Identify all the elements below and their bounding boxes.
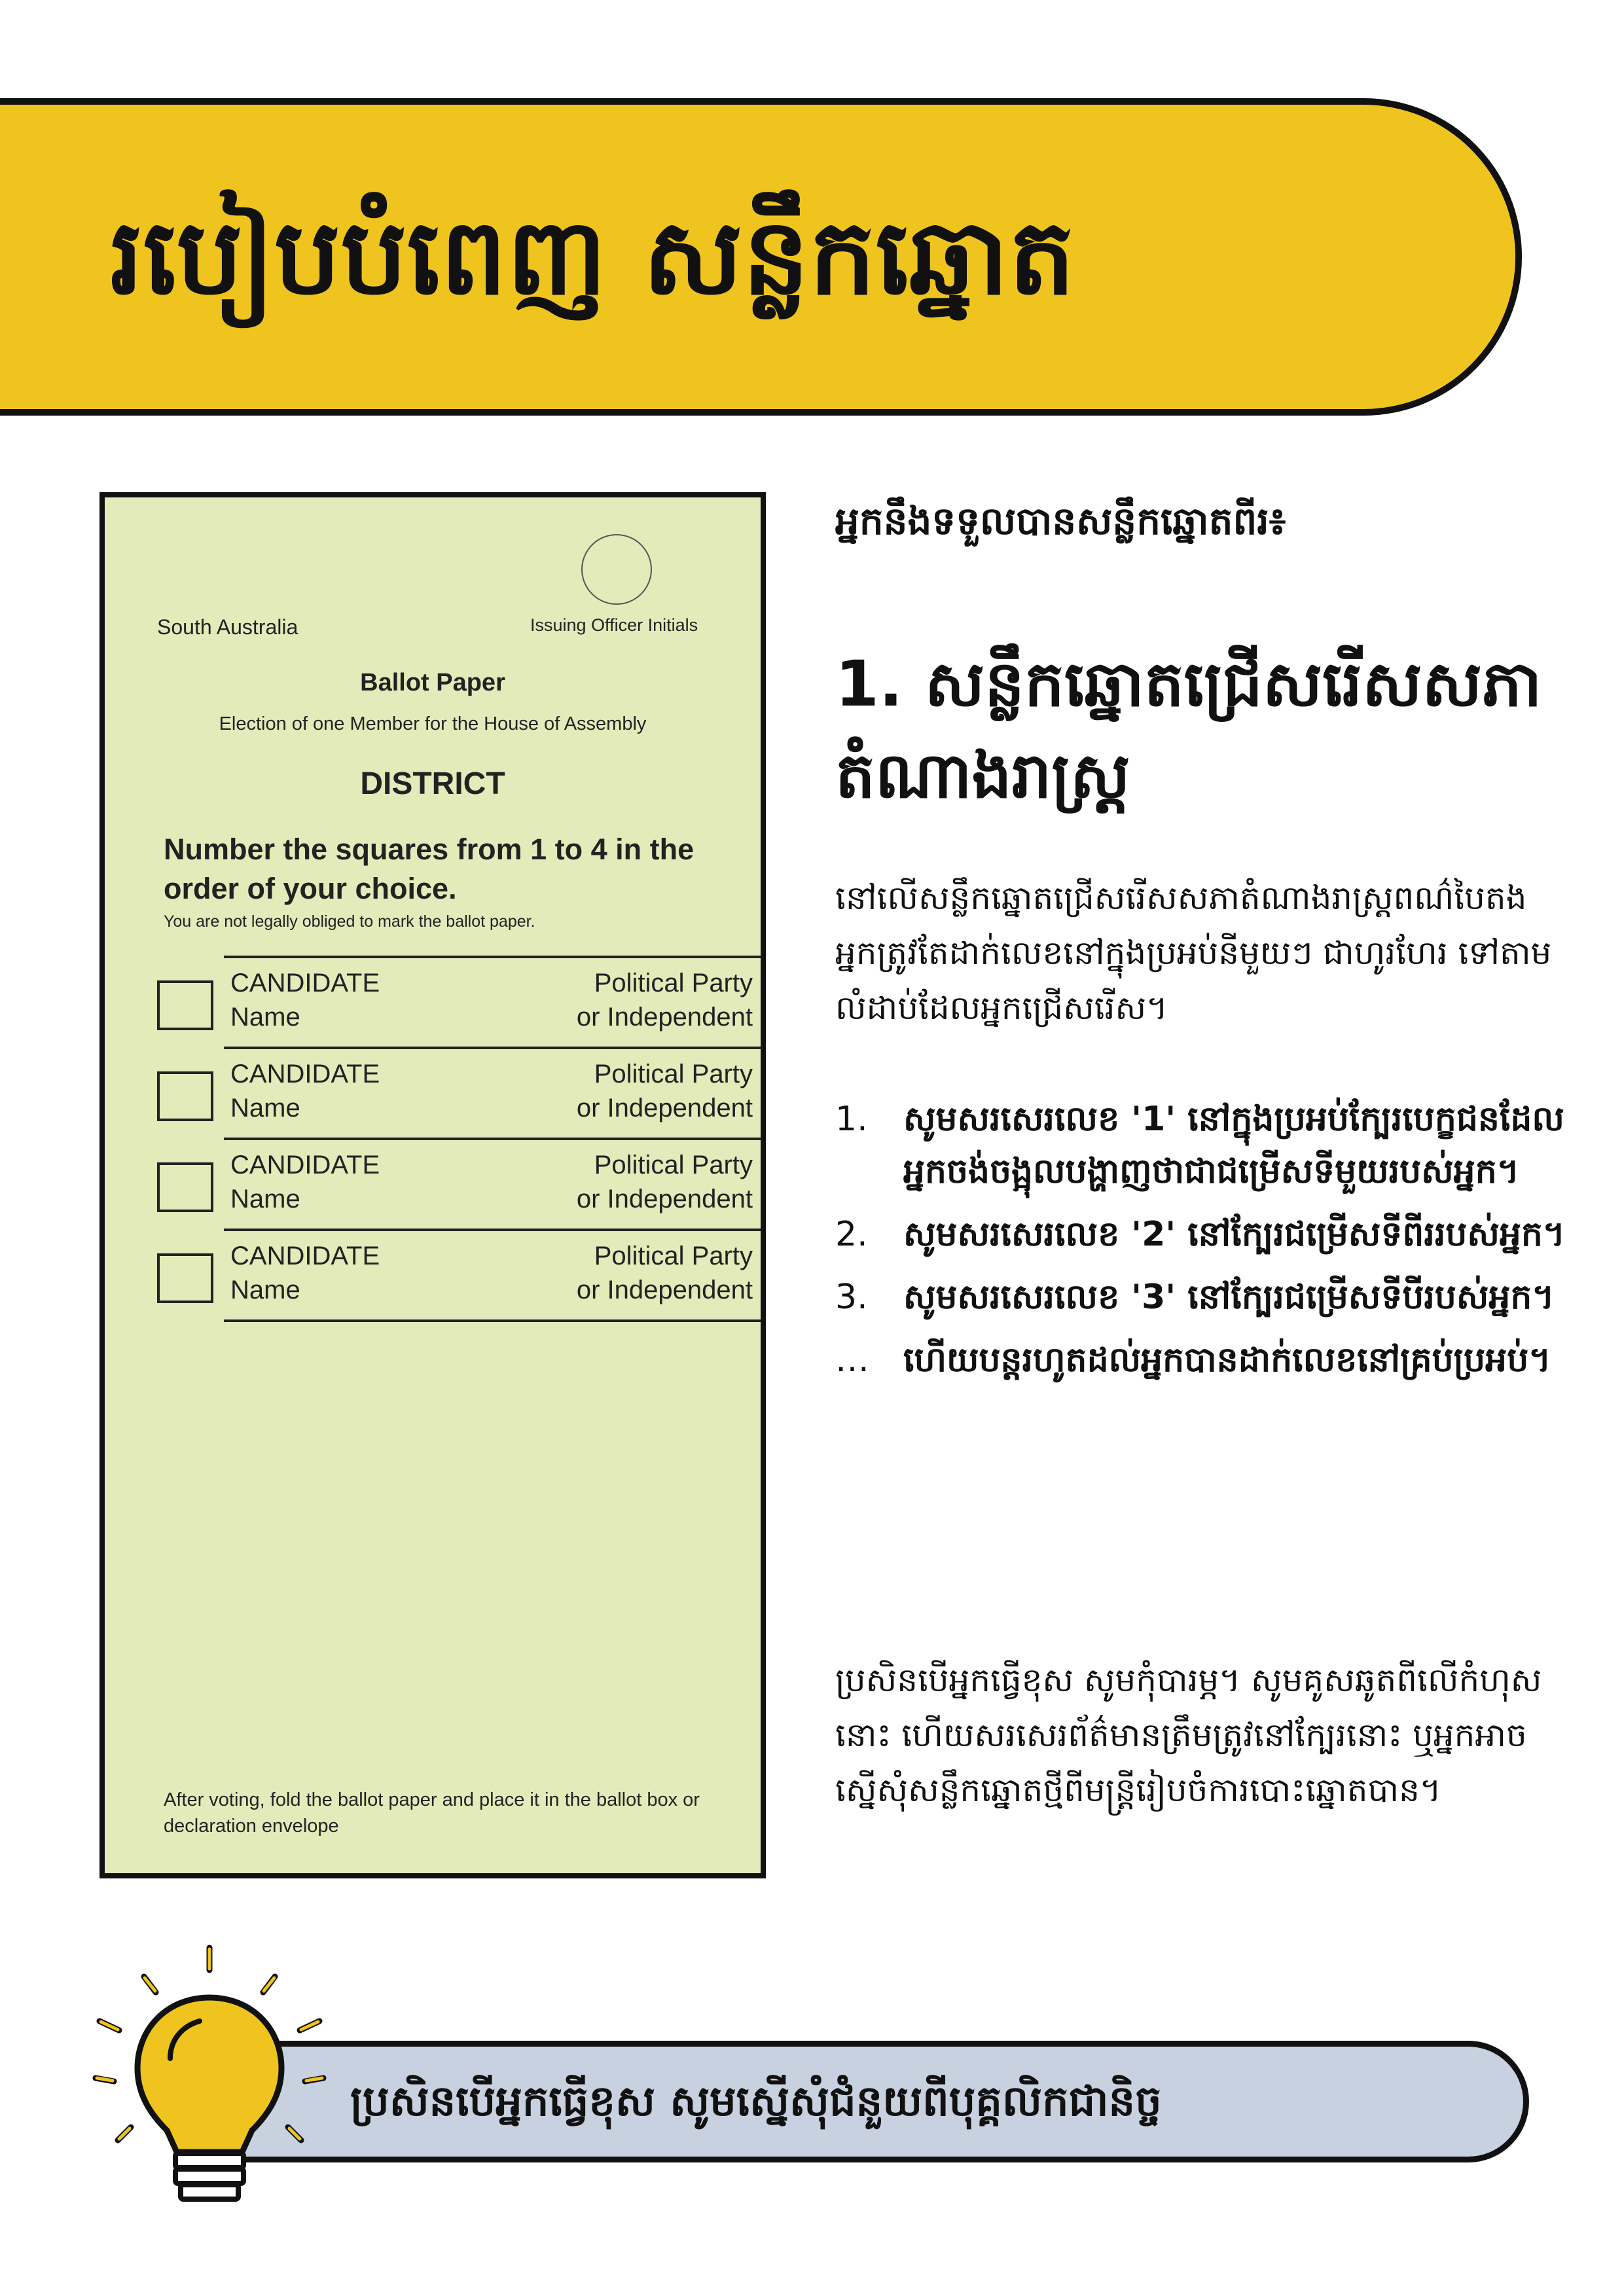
mistake-paragraph: ប្រសិនបើអ្នកធ្វើខុស សូមកុំបារម្ភ។ សូមគូសឆូតពីលើកំហុសនោះ ហើយសរសេរព័ត៌មានត្រឹមត្រូវនៅក្បែរនោះ ឬអ្នកអាចស្នើសុំសន្លឹកឆ្នោតថ្មីពីមន្ត្រីរៀបចំការបោះឆ្នោតបាន។: [835, 1661, 1542, 1809]
ballot-legal-note: You are not legally obliged to mark the ballot paper.: [164, 912, 535, 931]
step-number: 2.: [835, 1215, 868, 1254]
candidate-party: [577, 1057, 753, 1125]
candidate-row: [105, 1138, 761, 1229]
page-title: របៀបបំពេញ សន្លឹកឆ្នោត: [110, 196, 1075, 318]
candidate-party: [577, 1148, 753, 1216]
row-divider: [224, 1138, 761, 1140]
ballot-instruction: Number the squares from 1 to 4 in the order of your choice.: [164, 833, 695, 905]
officer-initials-circle: [581, 534, 652, 605]
candidate-square[interactable]: [157, 1162, 213, 1212]
step-text: សូមសរសេរលេខ '1' នៅក្នុងប្រអប់ក្បែរបេក្ខជនដែលអ្នកចង់ចង្អុលបង្ហាញថាជាជម្រើសទីមួយរបស់អ្នក។: [903, 1100, 1564, 1191]
candidate-row: [105, 956, 761, 1047]
candidate-name-label: Name: [230, 1185, 300, 1213]
issuing-officer-label: Issuing Officer Initials: [530, 615, 698, 635]
row-divider: [224, 956, 761, 958]
candidate-row: [105, 1229, 761, 1319]
ballot-paper: [99, 492, 766, 1878]
ballot-state: South Australia: [157, 615, 298, 639]
candidate-name: [230, 1057, 380, 1125]
candidate-party: [577, 966, 753, 1034]
candidate-name: [230, 966, 380, 1034]
list-item: [835, 1271, 1568, 1323]
candidate-row: [105, 1047, 761, 1138]
independent-label: or Independent: [576, 1094, 753, 1122]
lightbulb-icon: [72, 1944, 334, 2206]
ballot-title: Ballot Paper: [360, 669, 505, 696]
row-divider: [224, 1047, 761, 1049]
row-divider: [224, 1319, 761, 1322]
candidate-name-label: Name: [230, 1094, 300, 1122]
candidate-party: [577, 1239, 753, 1307]
step-list: [835, 1093, 1568, 1397]
candidate-square[interactable]: [157, 980, 213, 1030]
independent-label: or Independent: [576, 1185, 753, 1213]
candidate-name-label: Name: [230, 1276, 300, 1304]
independent-label: or Independent: [576, 1003, 753, 1031]
ballot-subtitle: Election of one Member for the House of Assembly: [219, 713, 647, 734]
intro-paragraph: នៅលើសន្លឹកឆ្នោតជ្រើសរើសសភាតំណាងរាស្ត្រពណ៌បៃតង អ្នកត្រូវតែដាក់លេខនៅក្នុងប្រអប់នីមួយៗ ជាហូរហែរ ទៅតាមលំដាប់ដែលអ្នកជ្រើសរើស។: [835, 879, 1552, 1027]
candidate-square[interactable]: [157, 1071, 213, 1121]
party-label: Political Party: [594, 1242, 753, 1270]
step-number: 3.: [835, 1278, 868, 1317]
row-divider: [224, 1229, 761, 1231]
party-label: Political Party: [594, 969, 753, 997]
section-heading: 1. សន្លឹកឆ្នោតជ្រើសរើសសភាតំណាងរាស្ត្រ: [835, 647, 1542, 812]
party-label: Political Party: [594, 1151, 753, 1179]
candidate-square[interactable]: [157, 1253, 213, 1303]
candidate-label: CANDIDATE: [230, 1242, 380, 1270]
candidate-name-label: Name: [230, 1003, 300, 1031]
step-text: ហើយបន្តរហូតដល់អ្នកបានដាក់លេខនៅគ្រប់ប្រអប់។: [903, 1340, 1551, 1380]
candidate-name: [230, 1239, 380, 1307]
step-number: 1.: [835, 1100, 868, 1139]
list-item: [835, 1093, 1568, 1198]
step-number: …: [835, 1340, 869, 1380]
list-item: [835, 1208, 1568, 1261]
independent-label: or Independent: [576, 1276, 753, 1304]
list-item: [835, 1334, 1568, 1386]
candidate-label: CANDIDATE: [230, 1151, 380, 1179]
tip-text: ប្រសិនបើអ្នកធ្វើខុស សូមស្នើសុំជំនួយពីបុគ្គលិកជានិច្ច: [350, 2077, 1162, 2126]
after-voting-note: After voting, fold the ballot paper and place it in the ballot box or declaration envelope: [164, 1789, 700, 1837]
ballot-district: DISTRICT: [360, 766, 505, 801]
step-text: សូមសរសេរលេខ '2' នៅក្បែរជម្រើសទីពីររបស់អ្នក។: [903, 1215, 1566, 1254]
party-label: Political Party: [594, 1060, 753, 1088]
candidate-label: CANDIDATE: [230, 969, 380, 997]
candidate-name: [230, 1148, 380, 1216]
candidate-list: [105, 956, 761, 1319]
step-text: សូមសរសេរលេខ '3' នៅក្បែរជម្រើសទីបីរបស់អ្នក។: [903, 1278, 1555, 1317]
candidate-label: CANDIDATE: [230, 1060, 380, 1088]
intro-heading: អ្នកនឹងទទួលបានសន្លឹកឆ្នោតពីរ៖: [835, 499, 1286, 543]
